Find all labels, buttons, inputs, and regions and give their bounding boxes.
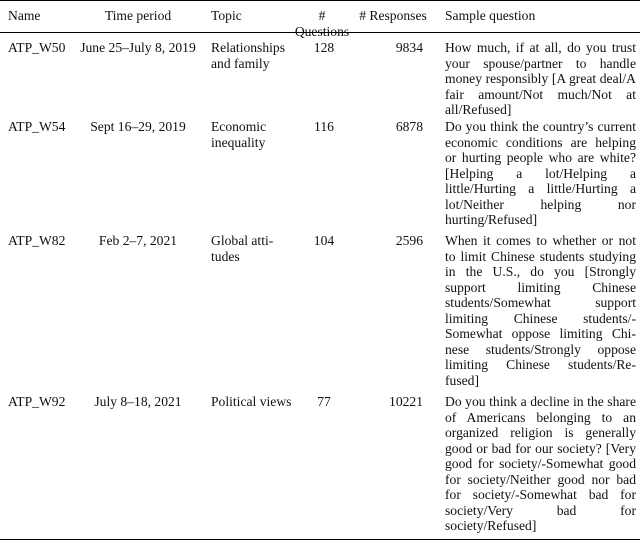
cell-topic: Relationships and family xyxy=(211,40,286,71)
cell-responses: 2596 xyxy=(395,233,423,248)
header-sample-question: Sample question xyxy=(445,8,536,23)
cell-name: ATP_W50 xyxy=(8,40,66,55)
cell-questions: 77 xyxy=(317,394,331,409)
cell-topic: Political views xyxy=(211,394,292,409)
table-top-rule xyxy=(0,0,640,1)
cell-sample-question: When it comes to whether or not to limit Chinese students studying in the U.S., do you [Strongly support limiting Chinese students/Somewhat support limiting Chinese students/-Somewhat oppose limiting Chinese students/Strongly oppose limiting Chinese students/Refused] xyxy=(445,233,636,388)
cell-time-period: Feb 2–7, 2021 xyxy=(98,233,178,248)
cell-responses: 6878 xyxy=(395,119,423,134)
cell-time-period: July 8–18, 2021 xyxy=(94,394,182,409)
header-time-period: Time period xyxy=(104,8,172,23)
cell-responses: 9834 xyxy=(395,40,423,55)
cell-topic: Global attitudes xyxy=(211,233,274,264)
cell-name: ATP_W92 xyxy=(8,394,66,409)
cell-sample-question: Do you think a decline in the share of Americans belonging to an organized religion is generally good or bad for our society? [Very good for society/-Somewhat good for society/Neither good nor bad for society/-Somewhat bad for society/Very bad for society/Refused] xyxy=(445,394,636,533)
cell-questions: 128 xyxy=(313,40,335,55)
header-name: Name xyxy=(8,8,41,23)
cell-questions: 104 xyxy=(313,233,335,248)
cell-questions: 116 xyxy=(314,119,334,134)
header-topic: Topic xyxy=(211,8,242,23)
cell-responses: 10221 xyxy=(389,394,423,409)
cell-name: ATP_W54 xyxy=(8,119,66,134)
header-questions: # Questions xyxy=(294,8,350,39)
table-bottom-rule xyxy=(0,539,640,540)
table-header-rule xyxy=(0,32,640,33)
cell-name: ATP_W82 xyxy=(8,233,66,248)
cell-topic: Economic inequality xyxy=(211,119,267,150)
cell-time-period: Sept 16–29, 2019 xyxy=(90,119,186,134)
header-responses: # Responses xyxy=(359,8,427,23)
cell-sample-question: How much, if at all, do you trust your spouse/partner to handle money responsibly [A great deal/A fair amount/Not much/Not at all/Refused] xyxy=(445,40,636,117)
cell-time-period: June 25–July 8, 2019 xyxy=(80,40,196,55)
cell-sample-question: Do you think the country’s current economic conditions are helping or hurting people who are white? [Helping a lot/Helping a little/Hurting a little/Hurting a lot/Neither helping nor hurting/Refused] xyxy=(445,119,636,227)
